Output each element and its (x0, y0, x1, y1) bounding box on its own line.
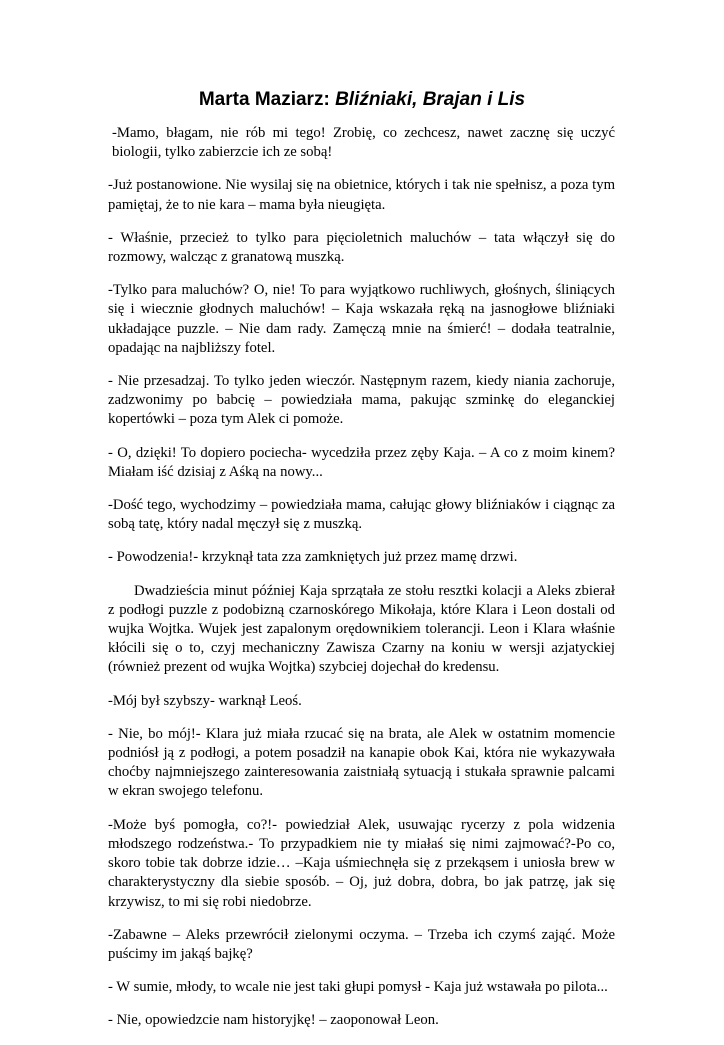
paragraph-6: - O, dzięki! To dopiero pociecha- wycedziła przez zęby Kaja. – A co z moim kinem? Miałam iść dzisiaj z Aśką na nowy... (108, 444, 615, 480)
paragraph-10: -Mój był szybszy- warknął Leoś. (108, 692, 302, 709)
paragraph-7: -Dość tego, wychodzimy – powiedziała mama, całując głowy bliźniaków i ciągnąc za sobą tatę, który nadal męczył się z muszką. (108, 497, 615, 533)
paragraph-2: -Już postanowione. Nie wysilaj się na obietnice, których i tak nie spełnisz, a poza tym pamiętaj, że to nie kara – mama była nieugięta. (108, 177, 615, 213)
paragraph-3: - Właśnie, przecież to tylko para pięcioletnich maluchów – tata włączył się do rozmowy, walcząc z granatową muszką. (108, 229, 615, 266)
story-text (108, 124, 615, 1045)
paragraph-15: - Nie, opowiedzcie nam historyjkę! – zaoponował Leon. (108, 1012, 439, 1029)
title-author: Marta Maziarz: (198, 89, 330, 110)
paragraph-11: - Nie, bo mój!- Klara już miała rzucać się na brata, ale Alek w ostatnim momencie podniósł ją z podłogi, a potem posadził na kanapie obok Kai, która nie wykazywała choćby najmniejszego zainteresowania zaistniałą sytuacją i stukała sprawnie palcami w ekran swojego telefonu. (108, 725, 615, 800)
paragraph-1: -Mamo, błagam, nie rób mi tego! Zrobię, co zechcesz, nawet zacznę się uczyć biologii, tylko zabierzcie ich ze sobą! (112, 125, 615, 161)
paragraph-4: -Tylko para maluchów? O, nie! To para wyjątkowo ruchliwych, głośnych, śliniących się i wiecznie głodnych maluchów! – Kaja wskazała ręką na jasnogłowe bliźniaki układające puzzle. – Nie dam rady. Zamęczą mnie na śmierć! – dodała teatralnie, opadając na najbliższy fotel. (108, 282, 615, 356)
paragraph-9: Dwadzieścia minut później Kaja sprzątała ze stołu resztki kolacji a Aleks zbierał z podłogi puzzle z podobizną czarnoskórego Mikołaja, które Klara i Leon dostali od wujka Wojtka. Wujek jest zapalonym orędownikiem tolerancji. Leon i Klara właśnie kłócili się o to, czyj mechaniczny Zawisza Czarny na koniu w wersji azjatyckiej (również prezent od wujka Wojtka) szybciej dojechał do kredensu. (108, 582, 615, 676)
paragraph-13: -Zabawne – Aleks przewrócił zielonymi oczyma. – Trzeba ich czymś zająć. Może puścimy im jakąś bajkę? (108, 926, 615, 962)
paragraph-5: - Nie przesadzaj. To tylko jeden wieczór. Następnym razem, kiedy niania zachoruje, zadzwonimy po babcię – powiedziała mama, pakując szminkę do eleganckiej kopertówki – poza tym Alek ci pomoże. (108, 373, 615, 428)
paragraph-8: - Powodzenia!- krzyknął tata zza zamkniętych już przez mamę drzwi. (108, 549, 518, 566)
title-work: Bliźniaki, Brajan i Lis (335, 89, 526, 110)
document-title (0, 88, 724, 112)
paragraph-14: - W sumie, młody, to wcale nie jest taki głupi pomysł - Kaja już wstawała po pilota... (108, 979, 608, 996)
paragraph-12: -Może byś pomogła, co?!- powiedział Alek, usuwając rycerzy z pola widzenia młodszego rodzeństwa.- To przypadkiem nie ty miałaś się nimi zajmować?-Po co, skoro tobie tak dobrze idzie… –Kaja uśmiechnęła się z przekąsem i uniosła brew w charakterystyczny dla siebie sposób. – Oj, już dobra, dobra, bo jak patrzę, jak się krzywisz, to mi się robi niedobrze. (108, 816, 615, 910)
